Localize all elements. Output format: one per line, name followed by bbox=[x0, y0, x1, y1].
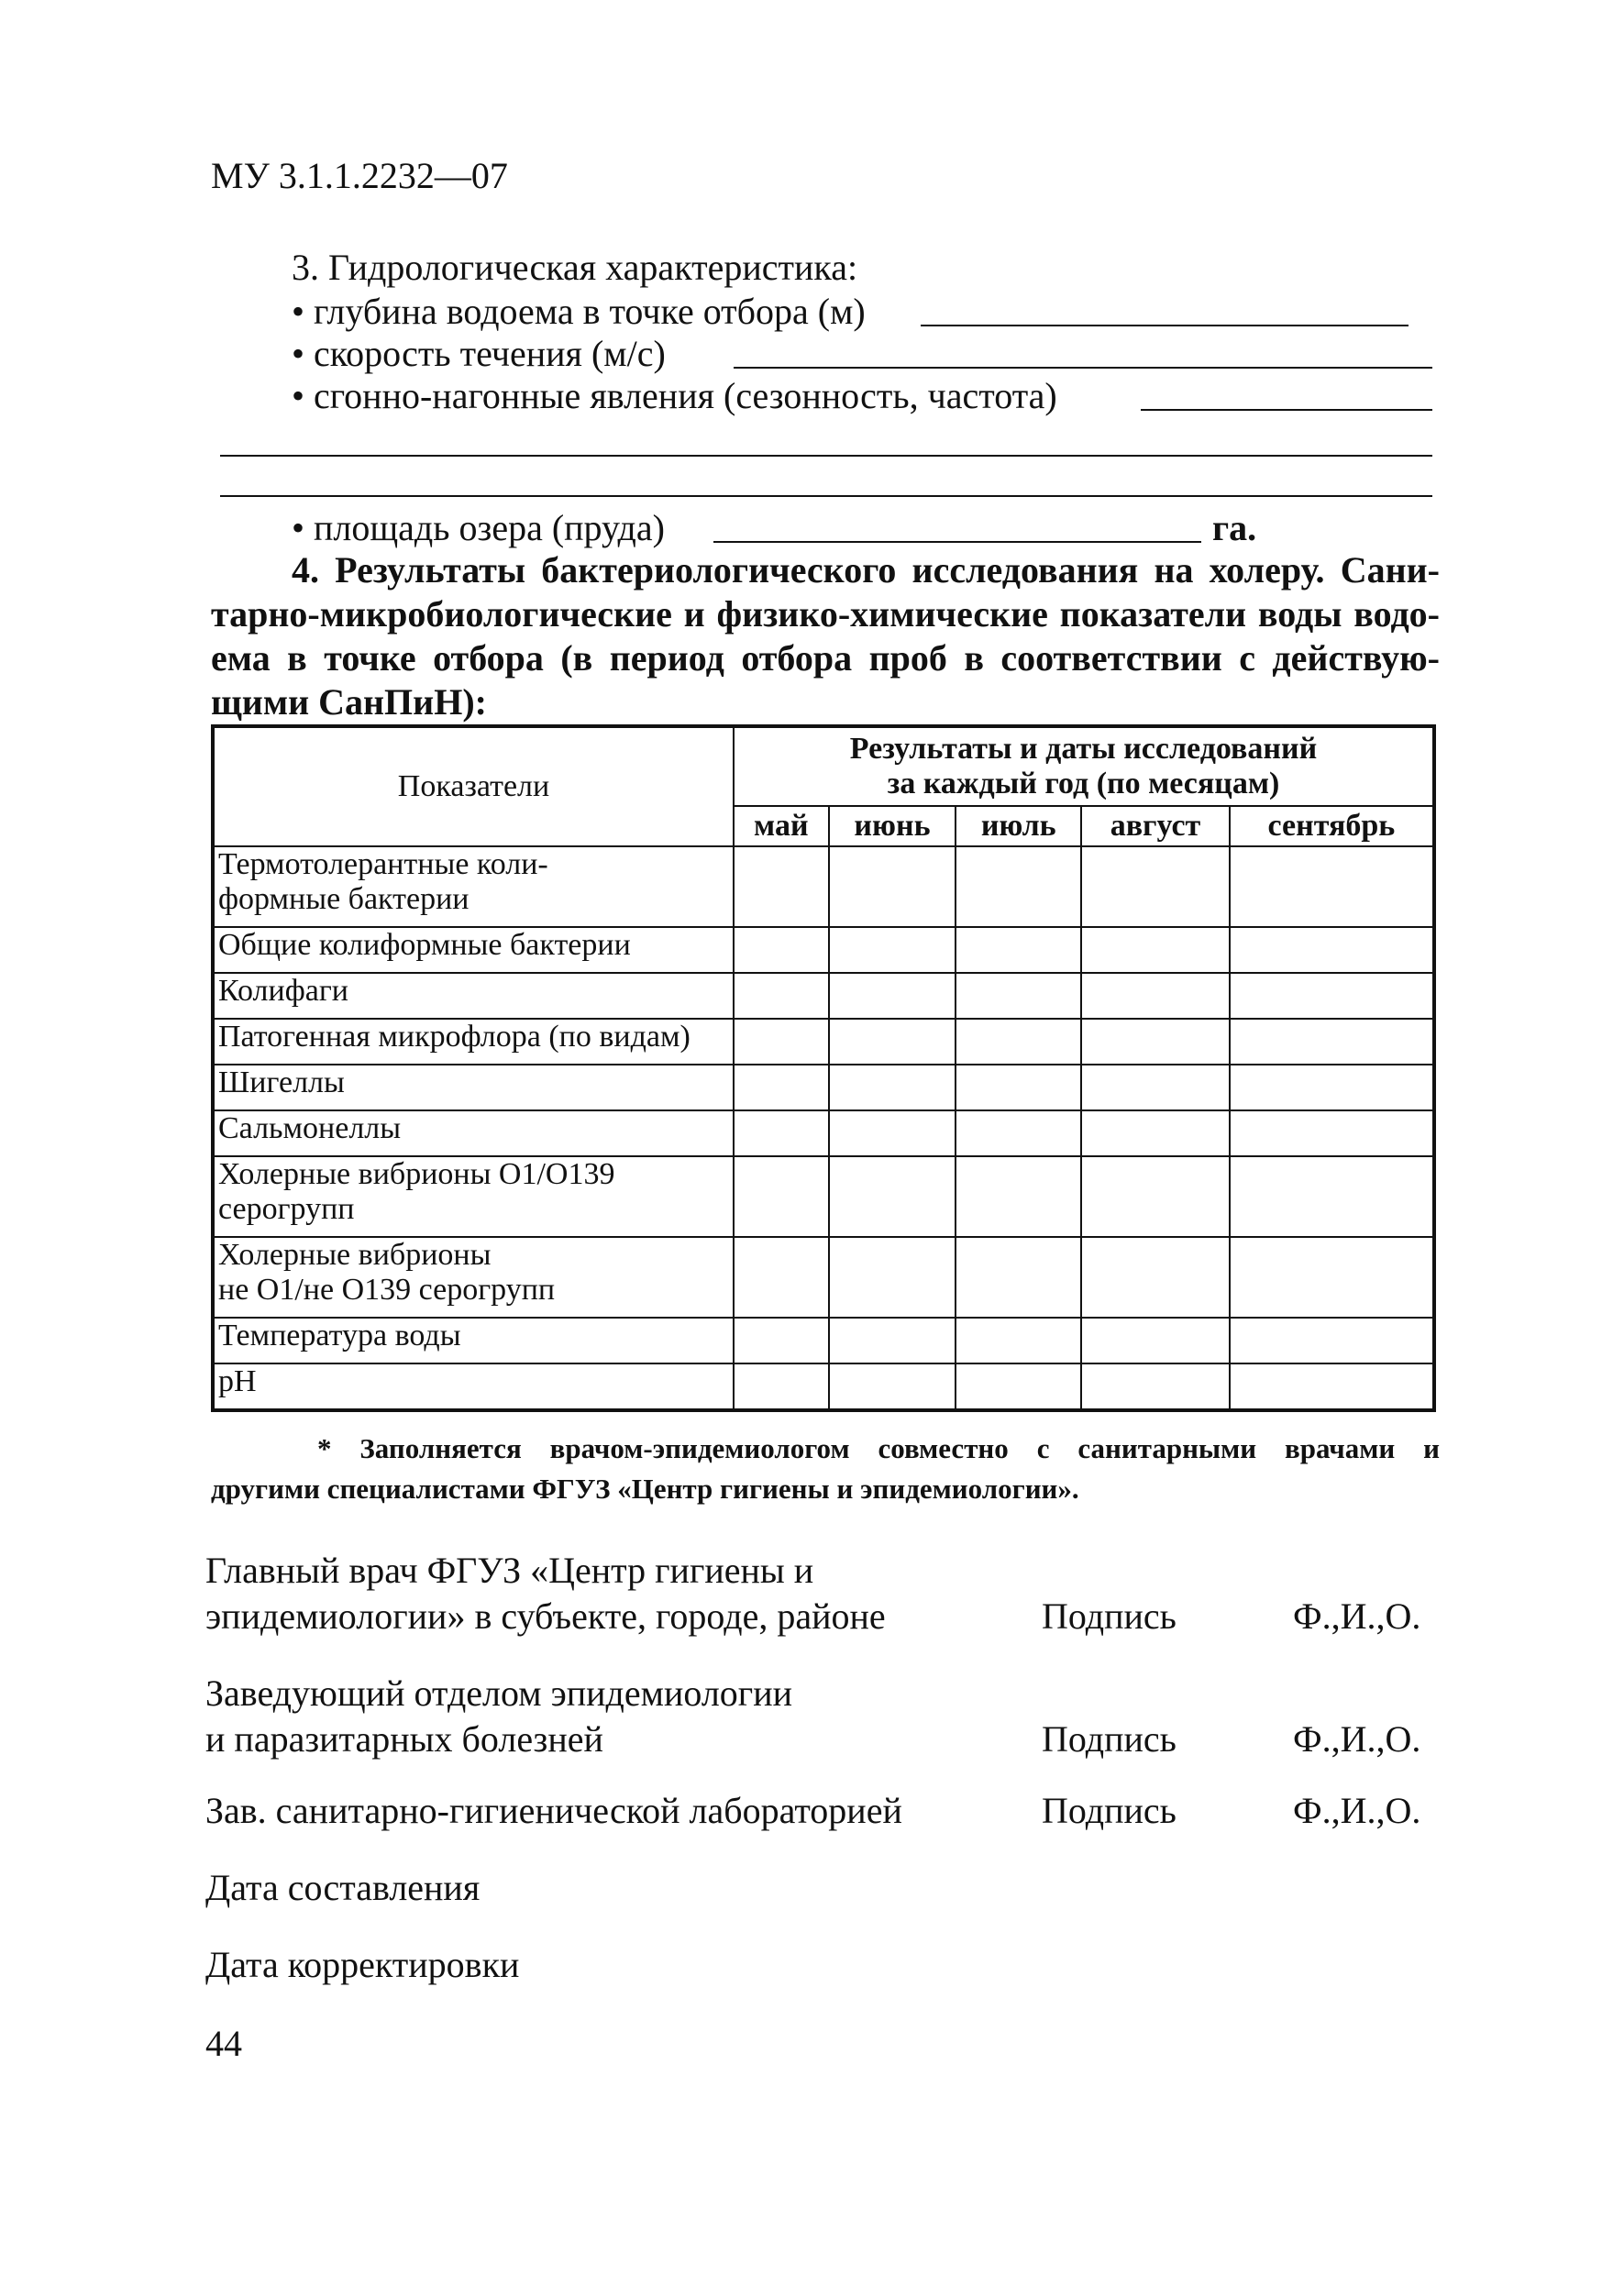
depth-label: • глубина водоема в точке отбора (м) bbox=[292, 291, 866, 332]
signature-title-chief bbox=[205, 1548, 886, 1639]
footnote-line2: другими специалистами ФГУЗ «Центр гигиены и эпидемиологии». bbox=[211, 1473, 1079, 1505]
result-cell[interactable] bbox=[829, 1363, 956, 1410]
indicator-name-line: Холерные вибрионы bbox=[218, 1238, 492, 1272]
table-row bbox=[213, 1019, 1434, 1065]
signature-field-lab-head[interactable]: Подпись bbox=[1042, 1790, 1177, 1831]
result-cell[interactable] bbox=[734, 1318, 829, 1363]
signature-title-line: Заведующий отделом эпидемиологии bbox=[205, 1672, 793, 1714]
month-header-june: июнь bbox=[829, 806, 956, 846]
result-cell[interactable] bbox=[829, 973, 956, 1019]
name-field-lab-head[interactable]: Ф.,И.,О. bbox=[1293, 1790, 1421, 1831]
result-cell[interactable] bbox=[734, 1065, 829, 1110]
flow-speed-field[interactable] bbox=[734, 367, 1432, 369]
indicator-name-line: формные бактерии bbox=[218, 882, 470, 916]
result-cell[interactable] bbox=[1081, 1156, 1230, 1237]
table-row bbox=[213, 973, 1434, 1019]
result-cell[interactable] bbox=[734, 1019, 829, 1065]
indicator-name-line: Шигеллы bbox=[218, 1065, 345, 1099]
table-row bbox=[213, 846, 1434, 927]
date-compiled-label: Дата составления bbox=[205, 1867, 481, 1908]
flow-speed-label: • скорость течения (м/с) bbox=[292, 333, 666, 374]
result-cell[interactable] bbox=[1081, 1363, 1230, 1410]
results-table bbox=[211, 724, 1436, 1412]
surge-field[interactable] bbox=[1141, 409, 1432, 411]
result-cell[interactable] bbox=[1230, 1019, 1434, 1065]
indicator-name bbox=[213, 973, 734, 1019]
indicator-name-line: Холерные вибрионы О1/О139 bbox=[218, 1157, 615, 1191]
result-cell[interactable] bbox=[1230, 973, 1434, 1019]
result-cell[interactable] bbox=[829, 927, 956, 973]
signature-title-line: и паразитарных болезней bbox=[205, 1718, 603, 1760]
result-cell[interactable] bbox=[1230, 1363, 1434, 1410]
section3-title: 3. Гидрологическая характеристика: bbox=[292, 247, 858, 288]
result-cell[interactable] bbox=[734, 1110, 829, 1156]
section4-line: щими СанПиН): bbox=[211, 681, 487, 723]
blank-line-1[interactable] bbox=[220, 455, 1432, 457]
result-cell[interactable] bbox=[829, 1110, 956, 1156]
result-cell[interactable] bbox=[734, 1363, 829, 1410]
result-cell[interactable] bbox=[1081, 973, 1230, 1019]
footnote bbox=[211, 1429, 1440, 1509]
result-cell[interactable] bbox=[734, 973, 829, 1019]
section4-text bbox=[211, 548, 1440, 724]
results-group-header-line1: Результаты и даты исследований bbox=[849, 732, 1318, 766]
indicator-name-line: Колифаги bbox=[218, 974, 348, 1008]
result-cell[interactable] bbox=[956, 1363, 1081, 1410]
indicator-name-line: не О1/не О139 серогрупп bbox=[218, 1273, 556, 1307]
result-cell[interactable] bbox=[1230, 1110, 1434, 1156]
result-cell[interactable] bbox=[734, 846, 829, 927]
indicator-name bbox=[213, 927, 734, 973]
result-cell[interactable] bbox=[1081, 1019, 1230, 1065]
result-cell[interactable] bbox=[1081, 846, 1230, 927]
name-field-epidemiology-head[interactable]: Ф.,И.,О. bbox=[1293, 1718, 1421, 1760]
indicator-name-line: Температура воды bbox=[218, 1319, 461, 1352]
name-field-chief[interactable]: Ф.,И.,О. bbox=[1293, 1595, 1421, 1637]
result-cell[interactable] bbox=[1230, 927, 1434, 973]
signature-field-epidemiology-head[interactable]: Подпись bbox=[1042, 1718, 1177, 1760]
result-cell[interactable] bbox=[956, 1065, 1081, 1110]
indicator-name-line: серогрупп bbox=[218, 1192, 355, 1226]
indicator-name-line: Сальмонеллы bbox=[218, 1111, 402, 1145]
result-cell[interactable] bbox=[734, 1237, 829, 1318]
table-row bbox=[213, 1363, 1434, 1410]
signature-title-lab-head: Зав. санитарно-гигиенической лабораторией bbox=[205, 1790, 902, 1831]
result-cell[interactable] bbox=[956, 927, 1081, 973]
result-cell[interactable] bbox=[734, 927, 829, 973]
result-cell[interactable] bbox=[956, 1318, 1081, 1363]
section4-line: ема в точке отбора (в период отбора проб в соответствии с действую- bbox=[211, 637, 1440, 679]
signature-title-line: эпидемиологии» в субъекте, городе, районе bbox=[205, 1595, 886, 1637]
table-row bbox=[213, 1065, 1434, 1110]
section4-line: тарно-микробиологические и физико-химические показатели воды водо- bbox=[211, 593, 1440, 635]
indicator-name bbox=[213, 1363, 734, 1410]
result-cell[interactable] bbox=[956, 1156, 1081, 1237]
table-row bbox=[213, 1110, 1434, 1156]
result-cell[interactable] bbox=[1081, 1318, 1230, 1363]
indicator-name-line: Термотолерантные коли- bbox=[218, 847, 548, 881]
table-row bbox=[213, 927, 1434, 973]
result-cell[interactable] bbox=[734, 1156, 829, 1237]
result-cell[interactable] bbox=[1230, 846, 1434, 927]
table-row bbox=[213, 1156, 1434, 1237]
indicator-name bbox=[213, 1065, 734, 1110]
results-group-header bbox=[734, 726, 1434, 806]
indicator-name bbox=[213, 1019, 734, 1065]
indicators-header: Показатели bbox=[213, 726, 734, 846]
month-header-may: май bbox=[734, 806, 829, 846]
indicator-name bbox=[213, 1318, 734, 1363]
document-header: МУ 3.1.1.2232—07 bbox=[211, 155, 508, 196]
result-cell[interactable] bbox=[956, 1237, 1081, 1318]
result-cell[interactable] bbox=[829, 846, 956, 927]
indicator-name-line: Общие колиформные бактерии bbox=[218, 928, 631, 962]
lake-area-label: • площадь озера (пруда) bbox=[292, 507, 665, 548]
date-corrected-label: Дата корректировки bbox=[205, 1944, 520, 1985]
surge-label: • сгонно-нагонные явления (сезонность, частота) bbox=[292, 375, 1057, 416]
blank-line-2[interactable] bbox=[220, 495, 1432, 497]
table-row bbox=[213, 1318, 1434, 1363]
month-header-august: август bbox=[1081, 806, 1230, 846]
result-cell[interactable] bbox=[829, 1065, 956, 1110]
indicator-name bbox=[213, 1110, 734, 1156]
result-cell[interactable] bbox=[1081, 1065, 1230, 1110]
result-cell[interactable] bbox=[1081, 927, 1230, 973]
indicator-name-line: Патогенная микрофлора (по видам) bbox=[218, 1020, 690, 1054]
result-cell[interactable] bbox=[1230, 1237, 1434, 1318]
result-cell[interactable] bbox=[956, 1019, 1081, 1065]
result-cell[interactable] bbox=[956, 1110, 1081, 1156]
result-cell[interactable] bbox=[1081, 1237, 1230, 1318]
signature-title-line: Главный врач ФГУЗ «Центр гигиены и bbox=[205, 1550, 814, 1591]
depth-field[interactable] bbox=[921, 325, 1409, 326]
signature-field-chief[interactable]: Подпись bbox=[1042, 1595, 1177, 1637]
result-cell[interactable] bbox=[956, 846, 1081, 927]
result-cell[interactable] bbox=[829, 1318, 956, 1363]
section4-line: 4. Результаты бактериологического исследования на холеру. Сани- bbox=[292, 549, 1440, 591]
result-cell[interactable] bbox=[1230, 1065, 1434, 1110]
lake-area-field[interactable] bbox=[713, 541, 1201, 543]
indicator-name bbox=[213, 1237, 734, 1318]
footnote-line1: * Заполняется врачом-эпидемиологом совместно с санитарными врачами и bbox=[317, 1432, 1440, 1464]
result-cell[interactable] bbox=[1081, 1110, 1230, 1156]
indicator-name bbox=[213, 846, 734, 927]
results-group-header-line2: за каждый год (по месяцам) bbox=[887, 767, 1280, 800]
result-cell[interactable] bbox=[1230, 1318, 1434, 1363]
lake-area-unit: га. bbox=[1212, 507, 1257, 548]
indicator-name bbox=[213, 1156, 734, 1237]
result-cell[interactable] bbox=[829, 1019, 956, 1065]
page-number: 44 bbox=[205, 2023, 242, 2064]
result-cell[interactable] bbox=[1230, 1156, 1434, 1237]
result-cell[interactable] bbox=[956, 973, 1081, 1019]
indicator-name-line: pH bbox=[218, 1364, 257, 1398]
month-header-july: июль bbox=[956, 806, 1081, 846]
result-cell[interactable] bbox=[829, 1156, 956, 1237]
month-header-september: сентябрь bbox=[1230, 806, 1434, 846]
signature-title-epidemiology-head bbox=[205, 1671, 792, 1762]
result-cell[interactable] bbox=[829, 1237, 956, 1318]
table-row bbox=[213, 1237, 1434, 1318]
